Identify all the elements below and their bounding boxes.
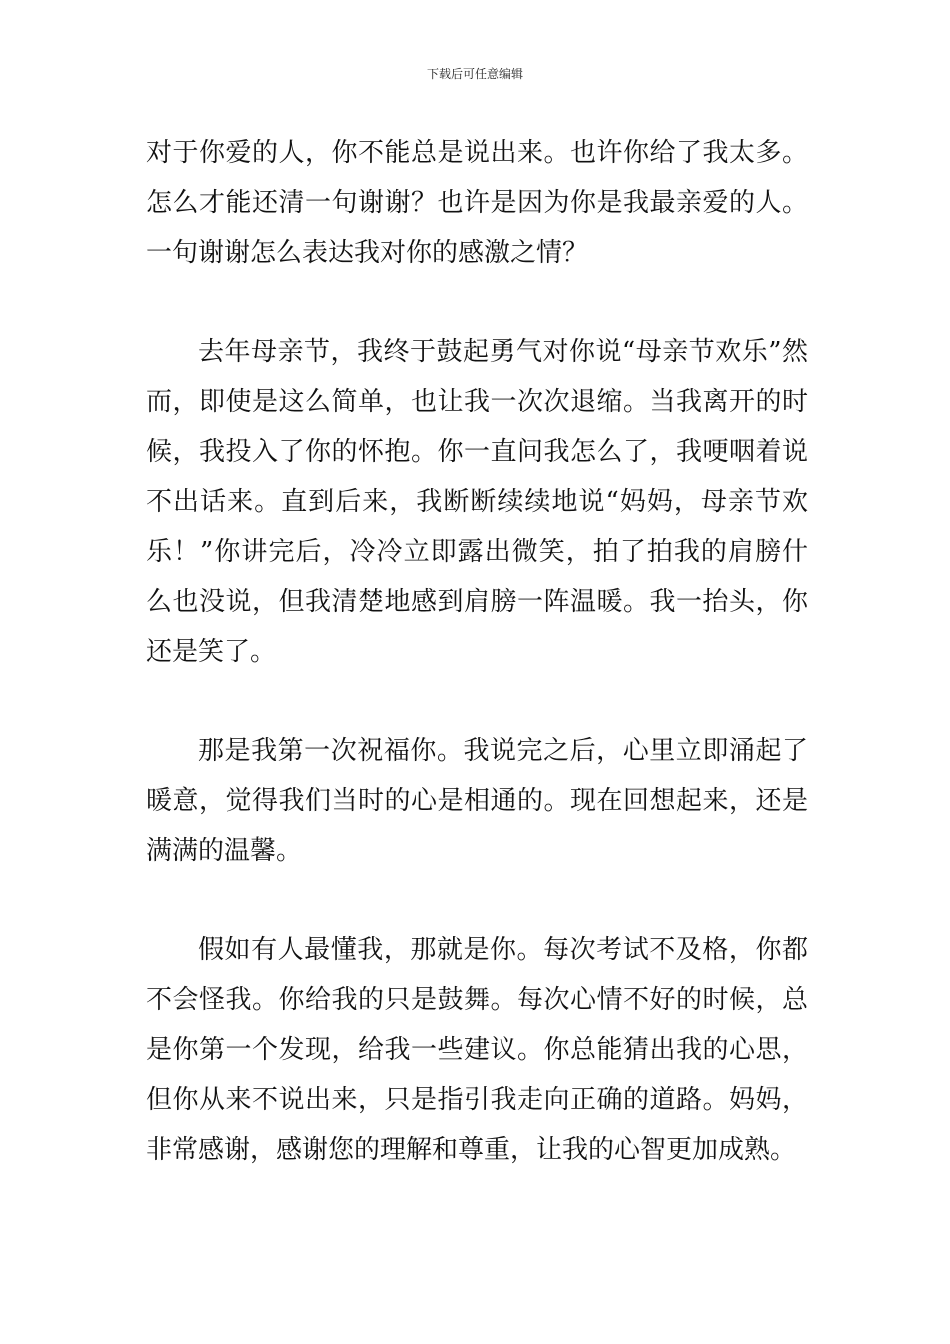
paragraph-spacer xyxy=(146,278,808,327)
paragraph-spacer xyxy=(146,876,808,925)
paragraph-1: 对于你爱的人，你不能总是说出来。也许你给了我太多。怎么才能还清一句谢谢？也许是因为你是我最亲爱的人。一句谢谢怎么表达我对你的感激之情？ xyxy=(146,138,808,268)
document-body xyxy=(146,128,808,1175)
paragraph-2: 去年母亲节，我终于鼓起勇气对你说“母亲节欢乐”然而，即使是这么简单，也让我一次次退缩。当我离开的时候，我投入了你的怀抱。你一直问我怎么了，我哽咽着说不出话来。直到后来，我断断续续地说“妈妈，母亲节欢乐！”你讲完后，冷冷立即露出微笑，拍了拍我的肩膀什么也没说，但我清楚地感到肩膀一阵温暖。我一抬头，你还是笑了。 xyxy=(146,337,808,667)
paragraph-3: 那是我第一次祝福你。我说完之后，心里立即涌起了暖意，觉得我们当时的心是相通的。现在回想起来，还是满满的温馨。 xyxy=(146,736,808,866)
paragraph-4: 假如有人最懂我，那就是你。每次考试不及格，你都不会怪我。你给我的只是鼓舞。每次心情不好的时候，总是你第一个发现，给我一些建议。你总能猜出我的心思，但你从来不说出来，只是指引我走向正确的道路。妈妈，非常感谢，感谢您的理解和尊重，让我的心智更加成熟。 xyxy=(146,935,808,1165)
paragraph-spacer xyxy=(146,677,808,726)
page-header: 下载后可任意编辑 xyxy=(426,67,523,81)
